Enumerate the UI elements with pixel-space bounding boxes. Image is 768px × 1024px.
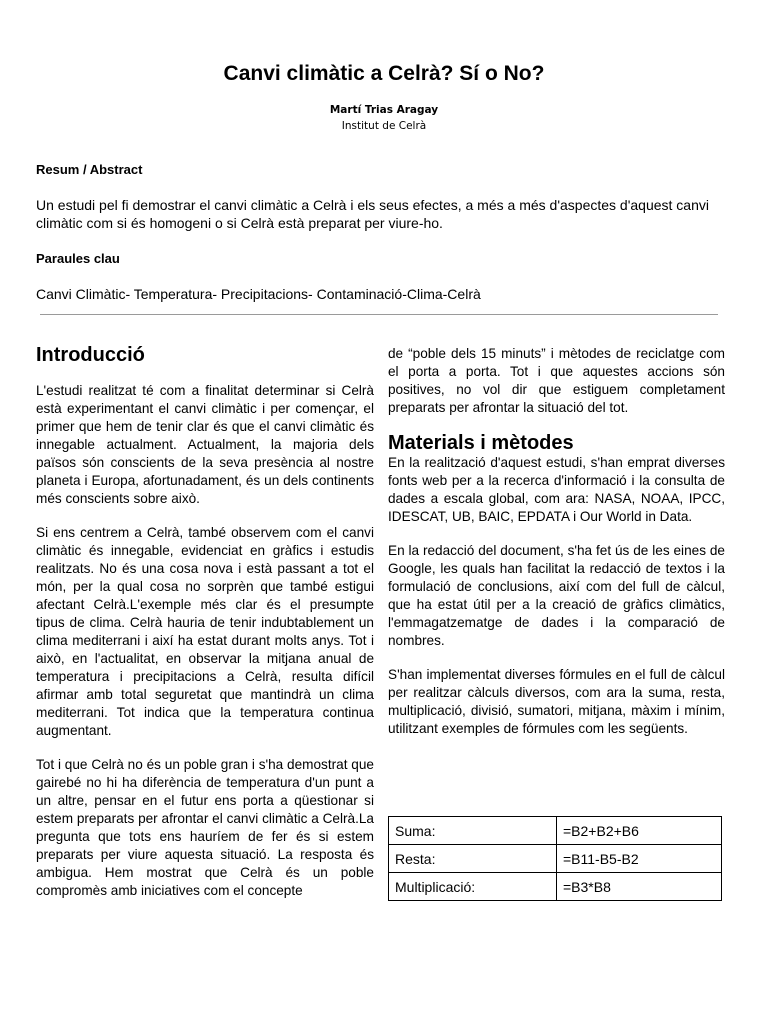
table-row: [389, 817, 722, 845]
abstract-heading: Resum / Abstract: [36, 162, 143, 177]
institution: Institut de Celrà: [341, 120, 427, 132]
keywords-text: Canvi Climàtic- Temperatura- Precipitacions- Contaminació-Clima-Celrà: [36, 286, 481, 302]
formula-table: [388, 816, 722, 901]
intro-paragraph: Si ens centrem a Celrà, també observem com el canvi climàtic és innegable, evidenciat en gràfics i estudis realitzats. No és una cosa nova i està passant a tot el món, per la qual cosa no sorprèn que també estigui afectant Celrà.L'exemple més clar és el presumpte tipus de clima. Celrà hauria de tenir indubtablement un clima mediterrani i així ha estat durant molts anys. Tot i això, en l'actualitat, en observar la mitjana anual de temperatura i precipitacions a Celrà, resulta difícil afirmar amb total seguretat que mantindrà un clima mediterrani. Tot indica que la temperatura continua augmentant.: [36, 525, 374, 738]
section-divider: [40, 314, 718, 315]
formula-table-wrapper: [388, 816, 722, 901]
formula-name-cell: Multiplicació:: [389, 873, 557, 901]
paper-title: Canvi climàtic a Celrà? Sí o No?: [223, 62, 545, 85]
formula-name-cell: Suma:: [389, 817, 557, 845]
left-column: [36, 346, 374, 916]
table-row: [389, 845, 722, 873]
formula-value-cell: =B3*B8: [557, 873, 722, 901]
keywords-heading: Paraules clau: [36, 251, 120, 266]
formula-name-cell: Resta:: [389, 845, 557, 873]
formula-value-cell: =B11-B5-B2: [557, 845, 722, 873]
methods-heading: Materials i mètodes: [388, 432, 574, 454]
formula-value-cell: =B2+B2+B6: [557, 817, 722, 845]
methods-paragraph: En la redacció del document, s'ha fet ús de les eines de Google, les quals han facilitat la redacció de textos i la formulació de conclusions, així com del full de càlcul, que ha estat útil per a la creació de gràfics climàtics, l'emmagatzematge de dades i la comparació de nombres.: [388, 543, 725, 648]
intro-paragraph: Tot i que Celrà no és un poble gran i s'ha demostrat que gairebé no hi ha diferència de temperatura d'un punt a un altre, pensar en el futur ens porta a qüestionar si estem preparats per afrontar el canvi climàtic a Celrà.La pregunta que tots ens hauríem de fer és si estem preparats per viure aquesta situació. La resposta és ambigua. Hem mostrat que Celrà és un poble compromès amb iniciatives com el concepte: [36, 757, 374, 898]
author-name: Martí Trias Aragay: [329, 104, 439, 116]
intro-paragraph: L'estudi realitzat té com a finalitat determinar si Celrà està experimentant el canvi climàtic i per començar, el primer que hem de tenir clar és que el canvi climàtic és innegable actualment. Actualment, la majoria dels països són conscients de la seva presència al nostre planeta i Europa, afortunadament, és un dels continents més conscients sobre això.: [36, 383, 374, 506]
right-column: [388, 345, 725, 754]
methods-paragraph: S'han implementat diverses fórmules en el full de càlcul per realitzar càlculs diversos, com ara la suma, resta, multiplicació, divisió, sumatori, mitjana, màxim i mínim, utilitzant exemples de fórmules com les següents.: [388, 667, 725, 736]
intro-paragraph-continued: de “poble dels 15 minuts” i mètodes de reciclatge com el porta a porta. Tot i que aquestes accions són positives, no vol dir que estiguem completament preparats per afrontar la situació del tot.: [388, 346, 725, 415]
methods-paragraph: En la realització d'aquest estudi, s'han emprat diverses fonts web per a la recerca d'informació i la consulta de dades a escala global, com ara: NASA, NOAA, IPCC, IDESCAT, UB, BAIC, EPDATA i Our World in Data.: [388, 455, 725, 524]
table-row: [389, 873, 722, 901]
abstract-text: Un estudi pel fi demostrar el canvi climàtic a Celrà i els seus efectes, a més a més d'aspectes d'aquest canvi climàtic com si és homogeni o si Celrà està preparat per viure-ho.: [36, 197, 709, 231]
introduction-heading: Introducció: [36, 344, 145, 366]
